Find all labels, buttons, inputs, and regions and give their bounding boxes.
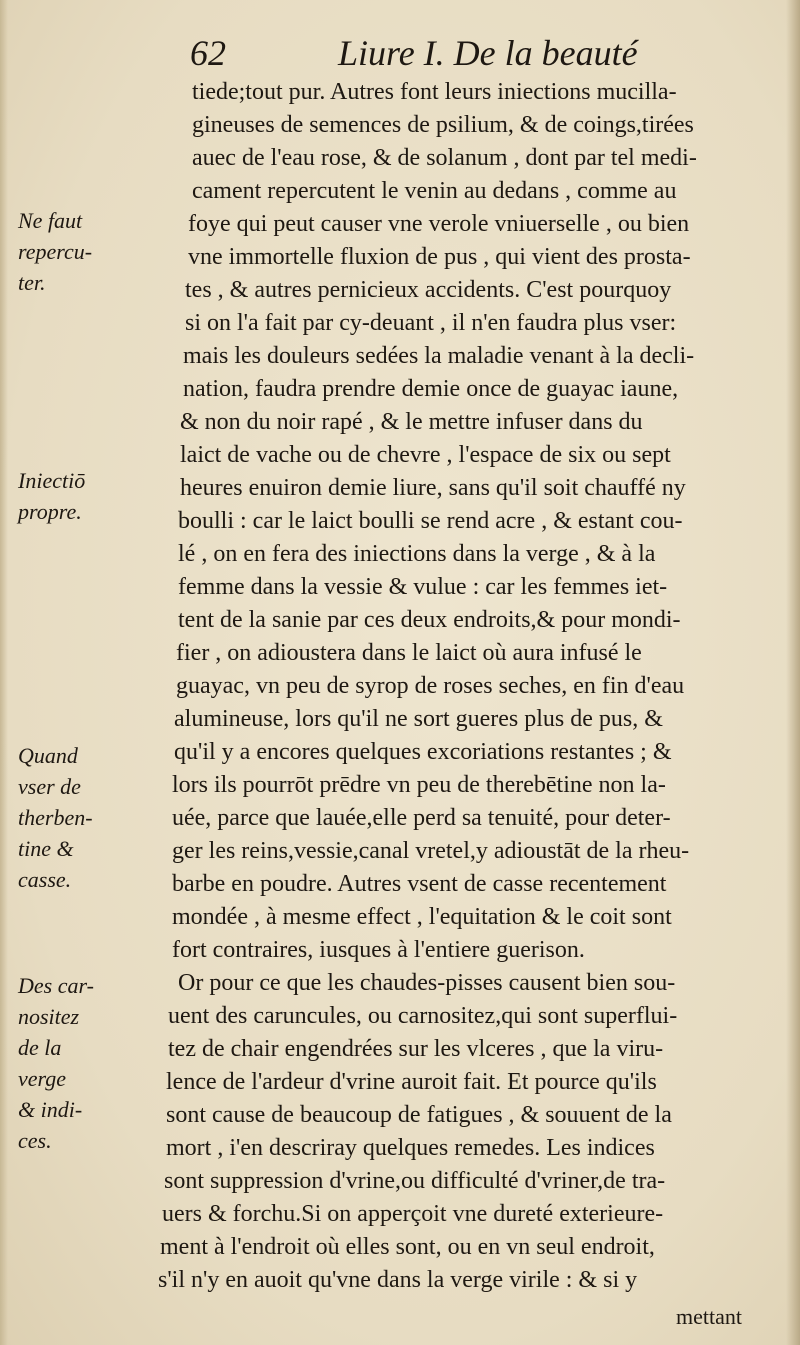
running-head: Liure I. De la beauté — [338, 33, 638, 73]
catchword: mettant — [676, 1304, 742, 1329]
margin-note-line: ces. — [18, 1128, 52, 1153]
text-line: uers & forchu.Si on apperçoit vne dureté exterieure- — [162, 1201, 664, 1227]
text-line: lence de l'ardeur d'vrine auroit fait. Et pource qu'ils — [166, 1069, 657, 1095]
text-line: mais les douleurs sedées la maladie venant à la decli- — [183, 343, 695, 369]
margin-note-line: Iniectiō — [18, 468, 86, 493]
text-line: & non du noir rapé , & le mettre infuser dans du — [180, 409, 643, 435]
margin-note-line: & indi- — [18, 1097, 83, 1122]
margin-note-line: tine & — [18, 836, 74, 861]
text-line: sont suppression d'vrine,ou difficulté d'vriner,de tra- — [164, 1168, 666, 1194]
text-line: auec de l'eau rose, & de solanum , dont par tel medi- — [192, 145, 697, 171]
margin-note-ne-faut-repercuter — [18, 205, 92, 298]
text-line: tent de la sanie par ces deux endroits,& pour mondi- — [178, 607, 681, 633]
text-line: guayac, vn peu de syrop de roses seches, en fin d'eau — [176, 673, 685, 699]
margin-note-line: de la — [18, 1035, 62, 1060]
text-line: foye qui peut causer vne verole vniuerselle , ou bien — [188, 211, 690, 237]
text-line: tiede;tout pur. Autres font leurs iniections mucilla- — [192, 79, 677, 105]
margin-note-line: verge — [18, 1066, 67, 1091]
margin-note-line: vser de — [18, 774, 81, 799]
text-line: qu'il y a encores quelques excoriations restantes ; & — [174, 739, 672, 765]
text-line: si on l'a fait par cy-deuant , il n'en faudra plus vser: — [185, 310, 677, 336]
margin-note-line: Ne faut — [18, 208, 83, 233]
margin-note-line: therben- — [18, 805, 93, 830]
margin-note-des-carnositez — [18, 970, 94, 1156]
text-line: sont cause de beaucoup de fatigues , & souuent de la — [166, 1102, 672, 1128]
text-line: fier , on adioustera dans le laict où aura infusé le — [176, 640, 642, 666]
text-line: Or pour ce que les chaudes-pisses causent bien sou- — [178, 970, 676, 996]
text-line: tez de chair engendrées sur les vlceres , que la viru- — [168, 1036, 664, 1062]
text-line: nation, faudra prendre demie once de guayac iaune, — [183, 376, 679, 402]
text-line: fort contraires, iusques à l'entiere guerison. — [172, 937, 585, 963]
page-number: 62 — [190, 33, 226, 73]
page-left-shadow — [0, 0, 8, 1345]
text-line: lors ils pourrōt prēdre vn peu de therebētine non la- — [172, 772, 666, 798]
margin-note-line: casse. — [18, 867, 72, 892]
text-line: heures enuiron demie liure, sans qu'il soit chauffé ny — [180, 475, 686, 501]
text-line: uée, parce que lauée,elle perd sa tenuité, pour deter- — [172, 805, 671, 831]
margin-note-line: Des car- — [18, 973, 94, 998]
text-line: mort , i'en descriray quelques remedes. Les indices — [166, 1135, 655, 1161]
page-header — [190, 28, 710, 78]
margin-note-line: propre. — [18, 499, 82, 524]
text-line: lé , on en fera des iniections dans la verge , & à la — [178, 541, 656, 567]
margin-note-line: repercu- — [18, 239, 93, 264]
margin-note-line: nositez — [18, 1004, 80, 1029]
text-line: boulli : car le laict boulli se rend acre , & estant cou- — [178, 508, 683, 534]
text-line: mondée , à mesme effect , l'equitation & le coit sont — [172, 904, 672, 930]
margin-note-line: Quand — [18, 743, 78, 768]
text-line: cament repercutent le venin au dedans , comme au — [192, 178, 677, 204]
text-line: tes , & autres pernicieux accidents. C'est pourquoy — [185, 277, 672, 303]
text-line: vne immortelle fluxion de pus , qui vient des prosta- — [188, 244, 691, 270]
text-line: ment à l'endroit où elles sont, ou en vn seul endroit, — [160, 1234, 655, 1260]
text-line: uent des caruncules, ou carnositez,qui sont superflui- — [168, 1003, 678, 1029]
text-line: femme dans la vessie & vulue : car les femmes iet- — [178, 574, 668, 600]
text-line: barbe en poudre. Autres vsent de casse recentement — [172, 871, 667, 897]
text-line: s'il n'y en auoit qu'vne dans la verge virile : & si y — [158, 1267, 638, 1293]
margin-note-line: ter. — [18, 270, 46, 295]
text-line: gineuses de semences de psilium, & de coings,tirées — [192, 112, 694, 138]
margin-note-iniection-propre — [18, 465, 85, 527]
text-line: ger les reins,vessie,canal vretel,y adioustāt de la rheu- — [172, 838, 690, 864]
margin-note-quand-vser-therbentine — [18, 740, 93, 895]
main-text-block — [150, 76, 790, 1336]
text-line: alumineuse, lors qu'il ne sort gueres plus de pus, & — [174, 706, 663, 732]
text-line: laict de vache ou de chevre , l'espace de six ou sept — [180, 442, 671, 468]
